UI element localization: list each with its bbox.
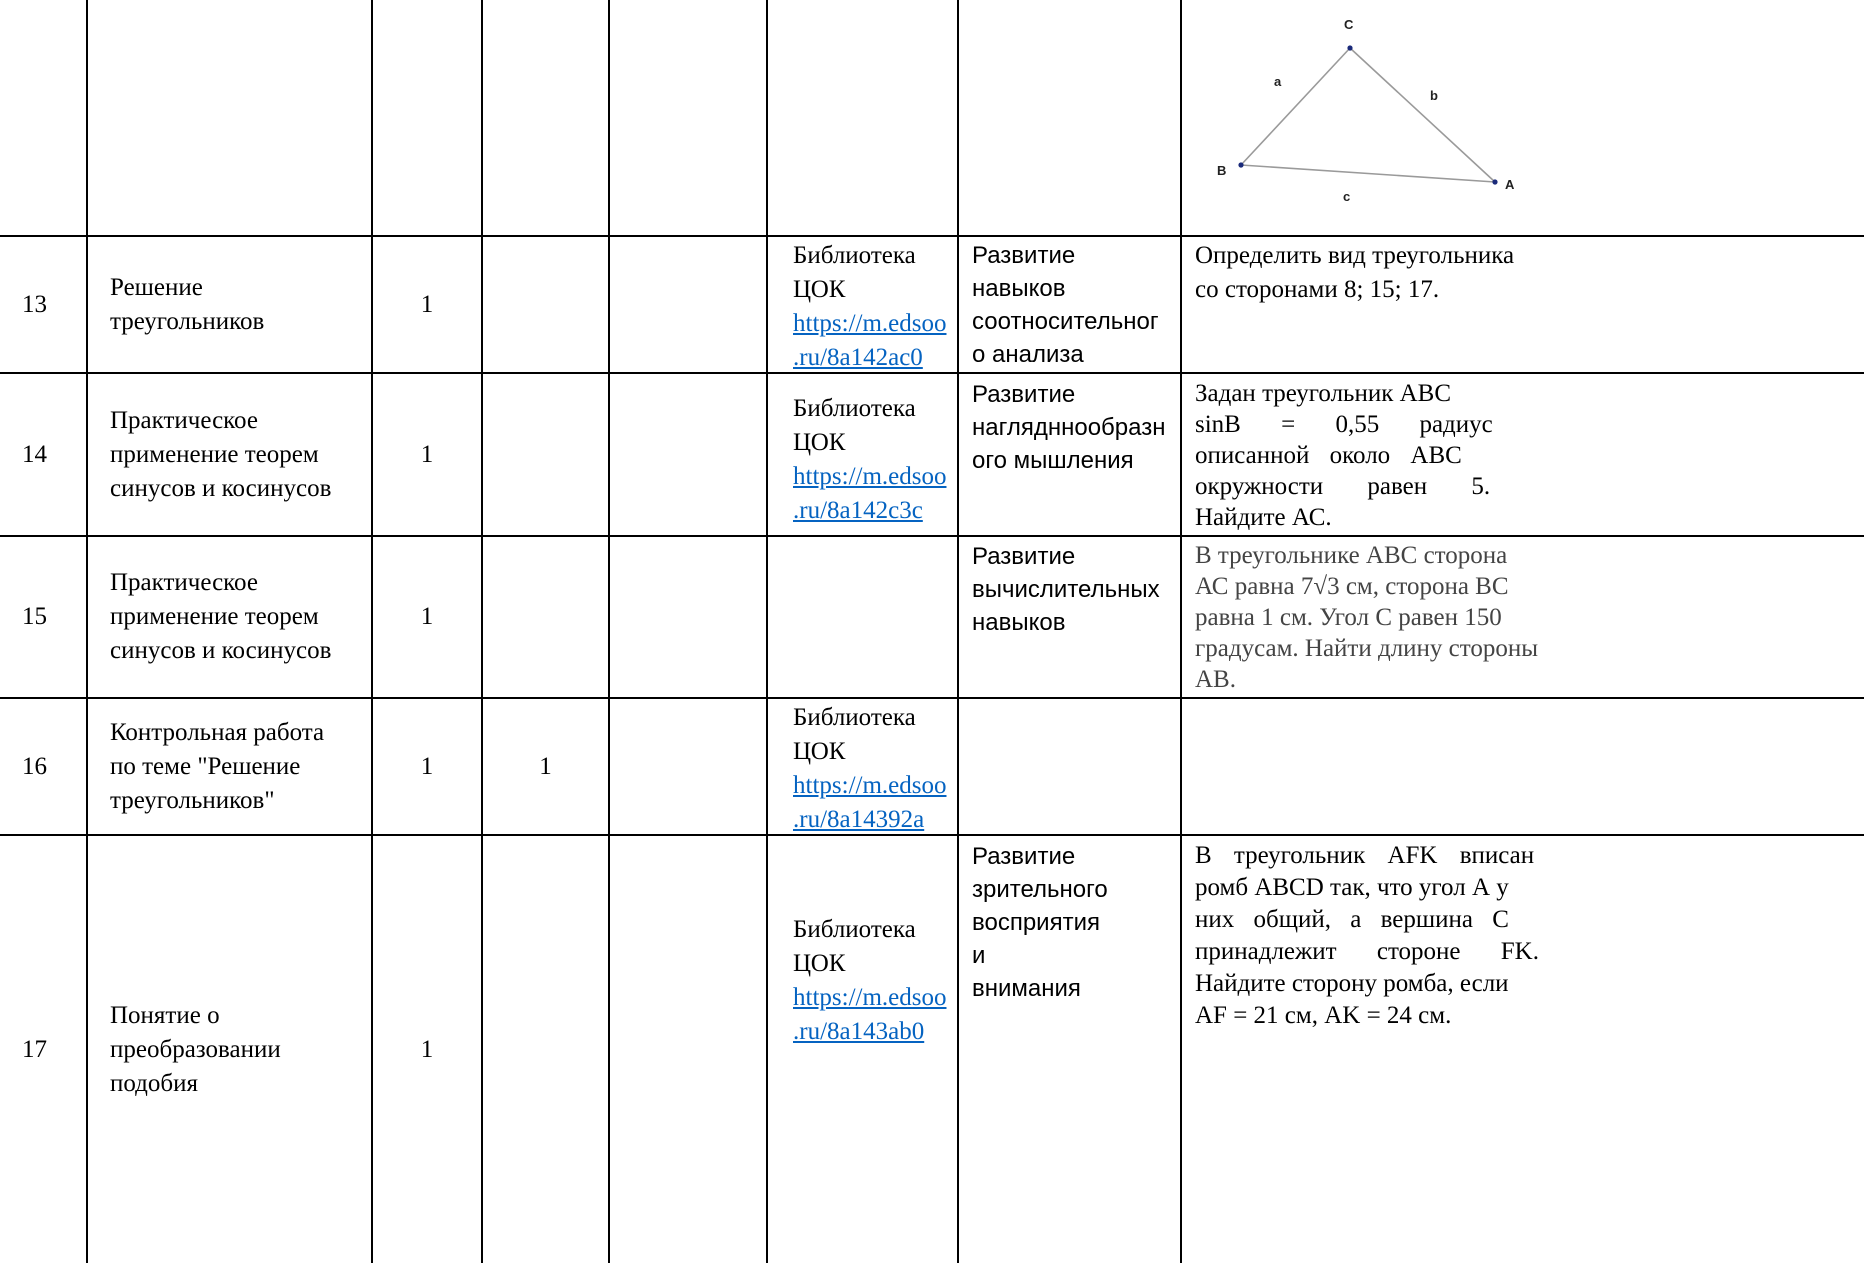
side-label-a: a bbox=[1274, 74, 1282, 89]
hours-cell: 1 bbox=[420, 752, 434, 780]
resource-link[interactable]: https://m.edsoo .ru/8a14392a bbox=[793, 772, 947, 833]
resource-cell: Библиотека ЦОК https://m.edsoo .ru/8a14392a bbox=[793, 701, 958, 837]
vertex-label-c: C bbox=[1344, 17, 1354, 32]
vertex-label-a: A bbox=[1505, 177, 1515, 192]
hours-cell: 1 bbox=[420, 290, 434, 318]
row-number: 13 bbox=[22, 290, 47, 318]
side-label-b: b bbox=[1430, 88, 1438, 103]
column-divider bbox=[481, 0, 483, 1263]
triangle-side-b bbox=[1350, 48, 1495, 182]
vertex-b-point bbox=[1238, 162, 1243, 167]
column-divider bbox=[957, 0, 959, 1263]
topic-cell: Практическое применение теорем синусов и косинусов bbox=[110, 569, 332, 664]
task-cell: В треугольнике АВС сторона АС равна 7√3 см, сторона ВС равна 1 см. Угол С равен 150 градусам. Найти длину стороны АВ. bbox=[1195, 542, 1539, 693]
column-divider bbox=[766, 0, 768, 1263]
vertex-c-point bbox=[1347, 45, 1352, 50]
row-number: 17 bbox=[22, 1035, 47, 1063]
topic-cell: Понятие о преобразовании подобия bbox=[110, 1001, 281, 1097]
vertex-a-point bbox=[1492, 179, 1497, 184]
task-cell: Задан треугольник АВС sinB = 0,55 радиус описанной около АВС окружности равен 5. Найдите АС. bbox=[1195, 380, 1493, 531]
triangle-side-c bbox=[1241, 165, 1495, 182]
triangle-side-a bbox=[1241, 48, 1350, 165]
resource-link[interactable]: https://m.edsoo .ru/8a142c3c bbox=[793, 463, 947, 524]
topic-cell: Решение треугольников bbox=[110, 273, 265, 335]
resource-link[interactable]: https://m.edsoo .ru/8a142ac0 bbox=[793, 310, 947, 371]
resource-cell: Библиотека ЦОК https://m.edsoo .ru/8a142c3c bbox=[793, 392, 958, 528]
triangle-figure bbox=[1190, 8, 1530, 230]
resource-cell: Библиотека ЦОК https://m.edsoo .ru/8a142ac0 bbox=[793, 239, 958, 375]
side-label-c: c bbox=[1343, 189, 1351, 204]
control-cell: 1 bbox=[539, 752, 552, 780]
row-number: 14 bbox=[22, 440, 47, 468]
topic-cell: Практическое применение теорем синусов и косинусов bbox=[110, 406, 332, 502]
row-number: 16 bbox=[22, 752, 47, 780]
hours-cell: 1 bbox=[420, 440, 434, 468]
development-cell: Развитие вычислительных навыков bbox=[972, 543, 1160, 636]
task-cell: Определить вид треугольника со сторонами 8; 15; 17. bbox=[1195, 242, 1515, 303]
topic-cell: Контрольная работа по теме "Решение треугольников" bbox=[110, 718, 325, 814]
vertex-label-b: B bbox=[1217, 163, 1227, 178]
hours-cell: 1 bbox=[420, 1035, 434, 1063]
row-number: 15 bbox=[22, 603, 47, 630]
development-cell: Развитие наглядннообразн ого мышления bbox=[972, 381, 1166, 474]
task-cell: В треугольник AFK вписан ромб ABCD так, что угол А у них общий, а вершина С принадлежит стороне FK. Найдите сторону ромба, если AF = 21 см, AK = 24 см. bbox=[1195, 842, 1539, 1029]
resource-cell: Библиотека ЦОК https://m.edsoo .ru/8a143ab0 bbox=[793, 913, 958, 1049]
column-divider bbox=[1180, 0, 1182, 1263]
development-cell: Развитие зрительного восприятия и внимания bbox=[972, 843, 1108, 1002]
hours-cell: 1 bbox=[420, 603, 434, 630]
column-divider bbox=[608, 0, 610, 1263]
resource-link[interactable]: https://m.edsoo .ru/8a143ab0 bbox=[793, 984, 947, 1045]
development-cell: Развитие навыков соотносительног о анализа bbox=[972, 242, 1159, 368]
column-divider bbox=[86, 0, 88, 1263]
